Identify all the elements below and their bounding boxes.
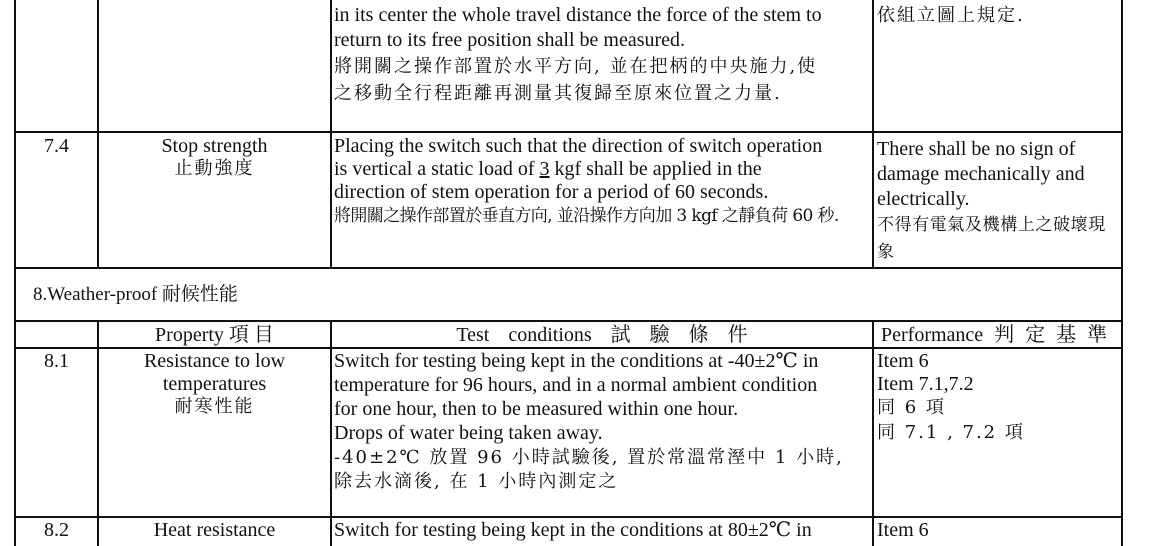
condition-text-zh: 除去水滴後, 在 1 小時內測定之 bbox=[334, 471, 619, 492]
column-header-performance: Performance 判 定 基 準 bbox=[881, 324, 1108, 346]
table-border-right bbox=[1121, 0, 1123, 546]
row-divider bbox=[14, 267, 1123, 269]
performance-text: Item 6 bbox=[877, 350, 929, 372]
column-divider bbox=[330, 0, 332, 268]
property-name: Stop strength bbox=[161, 135, 268, 157]
performance-text: Item 7.1,7.2 bbox=[877, 373, 974, 395]
condition-text-zh: 將開關之操作部置於垂直方向, 並沿操作方向加 3 kgf 之靜負荷 60 秒. bbox=[334, 206, 839, 226]
column-header-property: Property 項 目 bbox=[155, 324, 274, 346]
performance-text: There shall be no sign of bbox=[877, 138, 1076, 160]
condition-text: Switch for testing being kept in the conditions at -40±2℃ in bbox=[334, 350, 819, 372]
performance-text-zh: 同 6 項 bbox=[877, 397, 946, 418]
item-number: 7.4 bbox=[44, 135, 69, 157]
row-divider bbox=[14, 131, 1123, 133]
condition-fragment: is vertical a static load of 3 kgf shall be applied in the bbox=[334, 158, 762, 180]
condition-text: direction of stem operation for a period of 60 seconds. bbox=[334, 181, 769, 203]
property-name: Resistance to low bbox=[143, 350, 286, 372]
condition-text-zh: 之移動全行程距離再測量其復歸至原來位置之力量. bbox=[334, 83, 782, 104]
item-number: 8.1 bbox=[44, 350, 69, 372]
item-number: 8.2 bbox=[44, 519, 69, 541]
condition-text: for one hour, then to be measured within one hour. bbox=[334, 398, 739, 420]
condition-text: return to its free position shall be measured. bbox=[334, 29, 686, 51]
condition-text: Drops of water being taken away. bbox=[334, 422, 603, 444]
performance-text: electrically. bbox=[877, 188, 970, 210]
performance-text-zh: 象 bbox=[877, 242, 894, 262]
section-heading: 8.Weather-proof 耐候性能 bbox=[33, 284, 238, 305]
property-name: Heat resistance bbox=[153, 519, 276, 541]
condition-text-zh: -40±2℃ 放置 96 小時試驗後, 置於常溫常溼中 1 小時, bbox=[334, 447, 844, 468]
condition-text: in its center the whole travel distance the force of the stem to bbox=[334, 4, 822, 26]
performance-text: damage mechanically and bbox=[877, 163, 1085, 185]
condition-text-zh: 將開關之操作部置於水平方向, 並在把柄的中央施力,使 bbox=[334, 56, 818, 77]
condition-text: Placing the switch such that the direction of switch operation bbox=[334, 135, 823, 157]
performance-text: Item 6 bbox=[877, 519, 929, 541]
performance-text: 依組立圖上規定. bbox=[877, 5, 1025, 26]
table-border-left bbox=[14, 0, 16, 546]
column-divider bbox=[330, 321, 332, 546]
performance-text-zh: 同 7.1 , 7.2 項 bbox=[877, 422, 1025, 443]
property-name-zh: 耐寒性能 bbox=[174, 396, 255, 417]
condition-text: Switch for testing being kept in the conditions at 80±2℃ in bbox=[334, 519, 812, 541]
column-divider bbox=[872, 321, 874, 546]
column-header-conditions: Test conditions 試 驗 條 件 bbox=[456, 324, 748, 346]
condition-text bbox=[334, 157, 870, 181]
performance-text-zh: 不得有電氣及機構上之破壞現 bbox=[877, 215, 1106, 235]
row-divider bbox=[14, 320, 1123, 322]
property-name-zh: 止動強度 bbox=[174, 158, 255, 179]
property-name: temperatures bbox=[162, 373, 267, 395]
condition-text: temperature for 96 hours, and in a normal ambient condition bbox=[334, 374, 818, 396]
column-divider bbox=[872, 0, 874, 268]
